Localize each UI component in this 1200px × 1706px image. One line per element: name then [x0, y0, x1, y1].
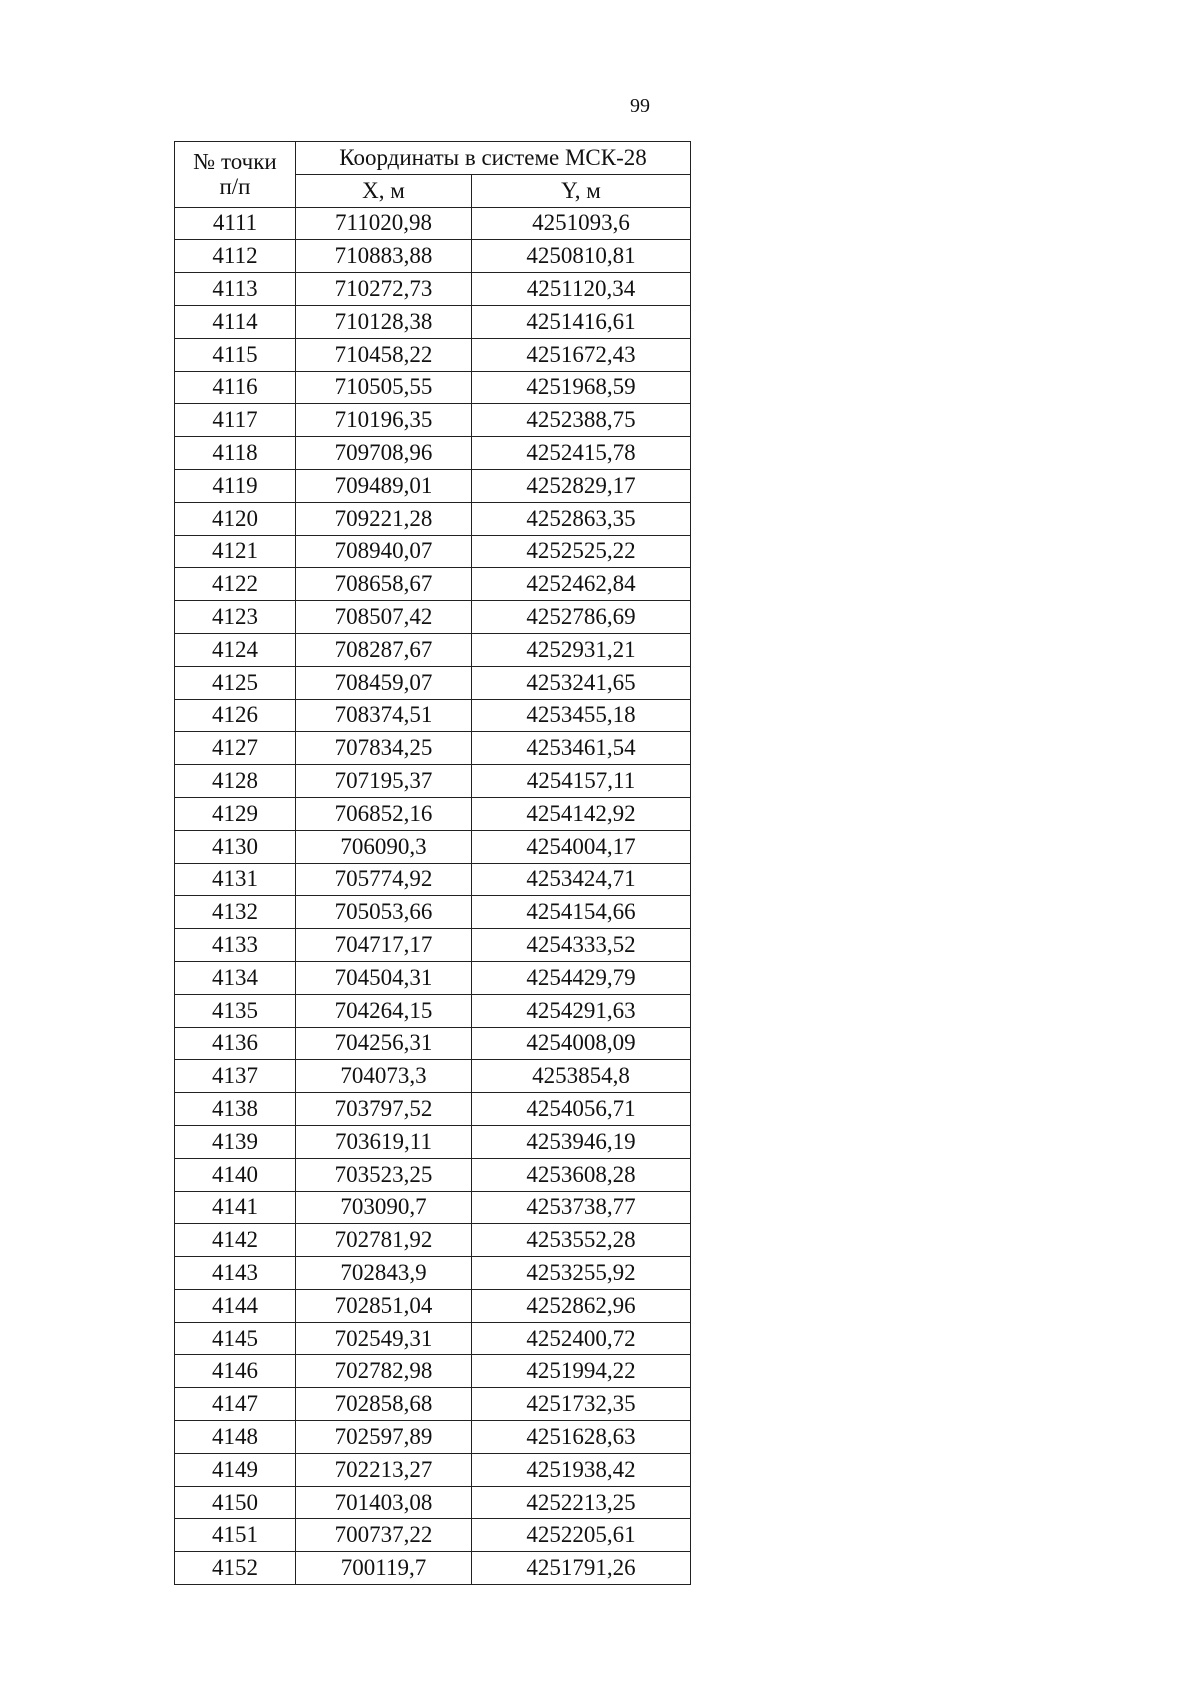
point-number-cell: 4128	[175, 765, 296, 798]
table-row	[175, 863, 691, 896]
x-coordinate-cell: 704504,31	[296, 961, 472, 994]
point-number-cell: 4141	[175, 1191, 296, 1224]
point-number-cell: 4134	[175, 961, 296, 994]
table-row	[175, 633, 691, 666]
x-coordinate-cell: 710196,35	[296, 404, 472, 437]
x-coordinate-cell: 705774,92	[296, 863, 472, 896]
table-row	[175, 437, 691, 470]
y-coordinate-cell: 4254154,66	[472, 896, 691, 929]
point-number-cell: 4148	[175, 1421, 296, 1454]
table-row	[175, 1191, 691, 1224]
y-coordinate-cell: 4252786,69	[472, 601, 691, 634]
table-row	[175, 994, 691, 1027]
table-row	[175, 1158, 691, 1191]
y-coordinate-cell: 4253854,8	[472, 1060, 691, 1093]
y-coordinate-cell: 4254056,71	[472, 1093, 691, 1126]
table-row	[175, 961, 691, 994]
table-row	[175, 1486, 691, 1519]
x-coordinate-cell: 702782,98	[296, 1355, 472, 1388]
x-coordinate-cell: 708658,67	[296, 568, 472, 601]
table-row	[175, 929, 691, 962]
y-coordinate-cell: 4252205,61	[472, 1519, 691, 1552]
y-coordinate-cell: 4250810,81	[472, 240, 691, 273]
page-number: 99	[630, 95, 650, 117]
y-coordinate-cell: 4251994,22	[472, 1355, 691, 1388]
header-row-top	[175, 142, 691, 175]
table-row	[175, 469, 691, 502]
point-number-cell: 4113	[175, 273, 296, 306]
y-coordinate-cell: 4252462,84	[472, 568, 691, 601]
x-coordinate-cell: 702843,9	[296, 1257, 472, 1290]
x-coordinate-cell: 704256,31	[296, 1027, 472, 1060]
table-row	[175, 797, 691, 830]
y-coordinate-cell: 4252829,17	[472, 469, 691, 502]
point-number-cell: 4152	[175, 1552, 296, 1585]
y-coordinate-cell: 4252388,75	[472, 404, 691, 437]
point-number-cell: 4144	[175, 1289, 296, 1322]
table-row	[175, 502, 691, 535]
table-row	[175, 1224, 691, 1257]
x-coordinate-cell: 700119,7	[296, 1552, 472, 1585]
y-coordinate-cell: 4254157,11	[472, 765, 691, 798]
table-row	[175, 1322, 691, 1355]
x-coordinate-cell: 702858,68	[296, 1388, 472, 1421]
point-number-cell: 4129	[175, 797, 296, 830]
x-coordinate-cell: 703523,25	[296, 1158, 472, 1191]
point-number-cell: 4127	[175, 732, 296, 765]
table-row	[175, 305, 691, 338]
point-number-cell: 4112	[175, 240, 296, 273]
point-number-cell: 4123	[175, 601, 296, 634]
x-coordinate-cell: 702213,27	[296, 1453, 472, 1486]
x-coordinate-cell: 702549,31	[296, 1322, 472, 1355]
table-row	[175, 371, 691, 404]
y-coordinate-cell: 4252863,35	[472, 502, 691, 535]
point-number-cell: 4120	[175, 502, 296, 535]
y-coordinate-cell: 4251672,43	[472, 338, 691, 371]
y-coordinate-cell: 4251938,42	[472, 1453, 691, 1486]
table-row	[175, 699, 691, 732]
table-body	[175, 207, 691, 1584]
point-number-header-line1: № точки	[193, 149, 277, 175]
x-coordinate-cell: 709489,01	[296, 469, 472, 502]
y-coordinate-cell: 4254291,63	[472, 994, 691, 1027]
x-coordinate-cell: 708374,51	[296, 699, 472, 732]
x-coordinate-cell: 710272,73	[296, 273, 472, 306]
y-coordinate-cell: 4253946,19	[472, 1125, 691, 1158]
y-coordinate-cell: 4253255,92	[472, 1257, 691, 1290]
table-row	[175, 666, 691, 699]
table-row	[175, 1125, 691, 1158]
x-coordinate-cell: 710128,38	[296, 305, 472, 338]
point-number-cell: 4133	[175, 929, 296, 962]
table-row	[175, 601, 691, 634]
y-coordinate-cell: 4253461,54	[472, 732, 691, 765]
point-number-cell: 4140	[175, 1158, 296, 1191]
point-number-cell: 4131	[175, 863, 296, 896]
point-number-cell: 4126	[175, 699, 296, 732]
x-coordinate-cell: 702597,89	[296, 1421, 472, 1454]
x-coordinate-cell: 706852,16	[296, 797, 472, 830]
point-number-cell: 4146	[175, 1355, 296, 1388]
table-row	[175, 207, 691, 240]
table-row	[175, 568, 691, 601]
y-coordinate-cell: 4254008,09	[472, 1027, 691, 1060]
x-column-header: X, м	[296, 174, 472, 207]
y-coordinate-cell: 4251732,35	[472, 1388, 691, 1421]
y-coordinate-cell: 4251791,26	[472, 1552, 691, 1585]
table-row	[175, 535, 691, 568]
x-coordinate-cell: 708287,67	[296, 633, 472, 666]
y-coordinate-cell: 4253241,65	[472, 666, 691, 699]
table-row	[175, 240, 691, 273]
point-number-cell: 4143	[175, 1257, 296, 1290]
table-row	[175, 1388, 691, 1421]
point-number-cell: 4139	[175, 1125, 296, 1158]
y-coordinate-cell: 4251968,59	[472, 371, 691, 404]
x-coordinate-cell: 704073,3	[296, 1060, 472, 1093]
point-number-cell: 4116	[175, 371, 296, 404]
y-coordinate-cell: 4252862,96	[472, 1289, 691, 1322]
x-coordinate-cell: 703619,11	[296, 1125, 472, 1158]
point-number-cell: 4150	[175, 1486, 296, 1519]
y-coordinate-cell: 4253455,18	[472, 699, 691, 732]
y-coordinate-cell: 4253608,28	[472, 1158, 691, 1191]
point-number-cell: 4142	[175, 1224, 296, 1257]
point-number-cell: 4145	[175, 1322, 296, 1355]
x-coordinate-cell: 708940,07	[296, 535, 472, 568]
table-row	[175, 1093, 691, 1126]
y-coordinate-cell: 4252931,21	[472, 633, 691, 666]
point-number-cell: 4119	[175, 469, 296, 502]
table-header	[175, 142, 691, 208]
table-row	[175, 732, 691, 765]
x-coordinate-cell: 711020,98	[296, 207, 472, 240]
point-number-cell: 4151	[175, 1519, 296, 1552]
table-row	[175, 1289, 691, 1322]
coordinates-table	[174, 141, 691, 1585]
table-row	[175, 1060, 691, 1093]
x-coordinate-cell: 708459,07	[296, 666, 472, 699]
x-coordinate-cell: 710883,88	[296, 240, 472, 273]
x-coordinate-cell: 709221,28	[296, 502, 472, 535]
table-row	[175, 338, 691, 371]
point-number-cell: 4111	[175, 207, 296, 240]
x-coordinate-cell: 701403,08	[296, 1486, 472, 1519]
x-coordinate-cell: 703090,7	[296, 1191, 472, 1224]
table-row	[175, 765, 691, 798]
y-coordinate-cell: 4253424,71	[472, 863, 691, 896]
table-row	[175, 1027, 691, 1060]
point-number-cell: 4114	[175, 305, 296, 338]
point-number-cell: 4118	[175, 437, 296, 470]
y-coordinate-cell: 4252400,72	[472, 1322, 691, 1355]
table-row	[175, 404, 691, 437]
y-coordinate-cell: 4254142,92	[472, 797, 691, 830]
point-number-header-line2: п/п	[219, 174, 251, 200]
x-coordinate-cell: 704264,15	[296, 994, 472, 1027]
coordinates-system-header: Координаты в системе МСК-28	[296, 142, 691, 175]
point-number-cell: 4137	[175, 1060, 296, 1093]
x-coordinate-cell: 705053,66	[296, 896, 472, 929]
point-number-cell: 4115	[175, 338, 296, 371]
x-coordinate-cell: 707834,25	[296, 732, 472, 765]
y-coordinate-cell: 4253738,77	[472, 1191, 691, 1224]
point-number-cell: 4136	[175, 1027, 296, 1060]
x-coordinate-cell: 708507,42	[296, 601, 472, 634]
point-number-cell: 4117	[175, 404, 296, 437]
point-number-cell: 4124	[175, 633, 296, 666]
y-coordinate-cell: 4254004,17	[472, 830, 691, 863]
table-row	[175, 1519, 691, 1552]
table-row	[175, 896, 691, 929]
point-number-cell: 4125	[175, 666, 296, 699]
table-row	[175, 830, 691, 863]
point-number-cell: 4138	[175, 1093, 296, 1126]
y-coordinate-cell: 4254429,79	[472, 961, 691, 994]
point-number-cell: 4147	[175, 1388, 296, 1421]
table-row	[175, 1421, 691, 1454]
x-coordinate-cell: 702851,04	[296, 1289, 472, 1322]
y-coordinate-cell: 4254333,52	[472, 929, 691, 962]
table-row	[175, 1355, 691, 1388]
x-coordinate-cell: 703797,52	[296, 1093, 472, 1126]
table-row	[175, 1453, 691, 1486]
point-number-cell: 4130	[175, 830, 296, 863]
y-coordinate-cell: 4252415,78	[472, 437, 691, 470]
x-coordinate-cell: 706090,3	[296, 830, 472, 863]
point-number-cell: 4132	[175, 896, 296, 929]
y-coordinate-cell: 4251093,6	[472, 207, 691, 240]
point-number-header	[175, 142, 296, 208]
y-coordinate-cell: 4252525,22	[472, 535, 691, 568]
point-number-cell: 4122	[175, 568, 296, 601]
y-coordinate-cell: 4251628,63	[472, 1421, 691, 1454]
y-coordinate-cell: 4252213,25	[472, 1486, 691, 1519]
y-coordinate-cell: 4251416,61	[472, 305, 691, 338]
x-coordinate-cell: 709708,96	[296, 437, 472, 470]
table-row	[175, 273, 691, 306]
x-coordinate-cell: 700737,22	[296, 1519, 472, 1552]
table-row	[175, 1552, 691, 1585]
point-number-cell: 4135	[175, 994, 296, 1027]
x-coordinate-cell: 707195,37	[296, 765, 472, 798]
point-number-cell: 4121	[175, 535, 296, 568]
x-coordinate-cell: 710505,55	[296, 371, 472, 404]
table-row	[175, 1257, 691, 1290]
x-coordinate-cell: 704717,17	[296, 929, 472, 962]
point-number-cell: 4149	[175, 1453, 296, 1486]
x-coordinate-cell: 702781,92	[296, 1224, 472, 1257]
y-coordinate-cell: 4253552,28	[472, 1224, 691, 1257]
y-column-header: Y, м	[472, 174, 691, 207]
x-coordinate-cell: 710458,22	[296, 338, 472, 371]
y-coordinate-cell: 4251120,34	[472, 273, 691, 306]
